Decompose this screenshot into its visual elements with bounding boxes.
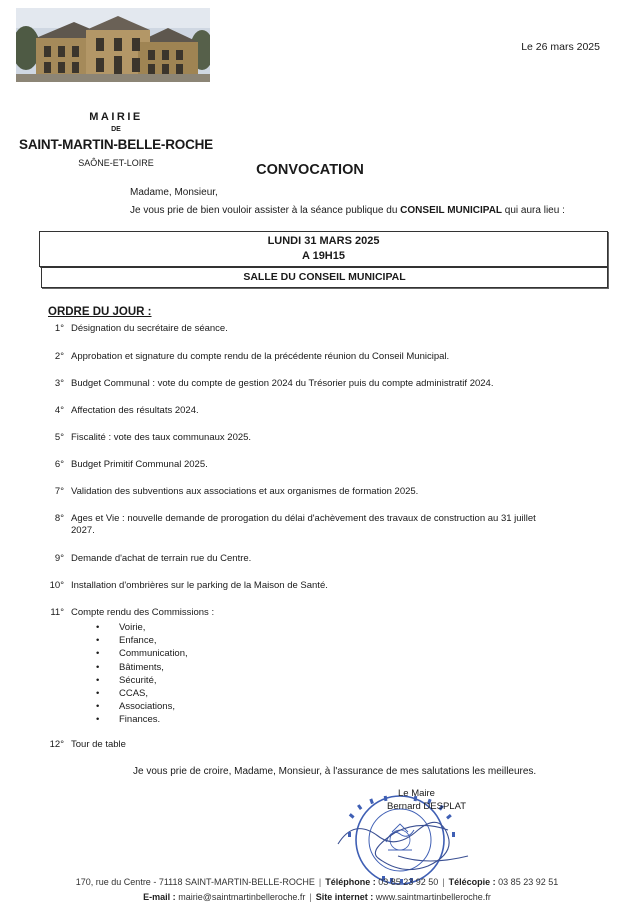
commission-name: Finances. xyxy=(119,714,161,726)
agenda-item-number: 8° xyxy=(54,513,64,524)
agenda-item-number: 12° xyxy=(49,739,64,750)
agenda-item xyxy=(30,432,590,444)
bullet-icon: • xyxy=(96,714,100,726)
meeting-datetime-box xyxy=(39,231,608,267)
agenda-item-line: 2027. xyxy=(71,525,95,536)
agenda-item-line: Installation d'ombrières sur le parking de la Maison de Santé. xyxy=(71,580,328,591)
footer-fax-label: Télécopie : xyxy=(448,877,496,887)
footer-phone-label: Téléphone : xyxy=(325,877,376,887)
signer-title: Le Maire xyxy=(398,788,435,799)
meeting-date: LUNDI 31 MARS 2025 xyxy=(267,235,380,247)
commission-name: Bâtiments, xyxy=(119,661,164,673)
footer-web-line: E-mail : mairie@saintmartinbelleroche.fr | Site internet : www.saintmartinbelleroche.fr xyxy=(143,892,491,902)
council-name: CONSEIL MUNICIPAL xyxy=(400,205,503,216)
footer-contact-line: 170, rue du Centre - 71118 SAINT-MARTIN-BELLE-ROCHE | Téléphone : 03 85 23 92 50 | Télécopie : 03 85 23 92 51 xyxy=(75,877,559,887)
invitation-prefix: Je vous prie de bien vouloir assister à la séance publique du xyxy=(130,205,401,216)
agenda-item-text xyxy=(71,513,541,537)
agenda-item xyxy=(30,553,590,565)
commission-name: Enfance, xyxy=(119,635,157,647)
mairie-building-photo xyxy=(16,8,210,82)
agenda-item xyxy=(30,351,590,363)
agenda-item-line: Tour de table xyxy=(71,739,126,750)
mairie-label: MAIRIE xyxy=(89,111,143,123)
agenda-item-line: Budget Communal : vote du compte de gestion 2024 du Trésorier puis du compte administratif 2024. xyxy=(71,378,494,389)
bullet-icon: • xyxy=(96,661,100,673)
bullet-icon: • xyxy=(96,635,100,647)
agenda-item-number: 4° xyxy=(54,405,64,416)
agenda-item-text xyxy=(71,432,541,444)
de-label: DE xyxy=(111,126,121,133)
agenda-item-text xyxy=(71,607,541,619)
letter-date: Le 26 mars 2025 xyxy=(521,41,600,53)
agenda-item-number: 10° xyxy=(49,580,64,591)
closing-sentence: Je vous prie de croire, Madame, Monsieur, à l'assurance de mes salutations les meilleures. xyxy=(133,766,537,777)
agenda-item-number: 5° xyxy=(54,432,64,443)
footer-web: www.saintmartinbelleroche.fr xyxy=(375,892,491,902)
agenda-item xyxy=(30,323,590,335)
agenda-item xyxy=(30,459,590,471)
footer-web-label: Site internet : xyxy=(315,892,374,902)
agenda-item-text xyxy=(71,351,541,363)
agenda-item xyxy=(30,405,590,417)
agenda-item-number: 3° xyxy=(54,378,64,389)
agenda-item xyxy=(30,607,590,619)
signer-name: Bernard DESPLAT xyxy=(387,801,467,812)
agenda-item-number: 2° xyxy=(54,351,64,362)
meeting-place: SALLE DU CONSEIL MUNICIPAL xyxy=(243,271,406,283)
agenda-item-text xyxy=(71,405,541,417)
agenda-item-text xyxy=(71,553,541,565)
agenda-item-text xyxy=(71,580,541,592)
agenda-item-line: Validation des subventions aux associations et aux organismes de formation 2025. xyxy=(71,486,419,497)
footer-address: 170, rue du Centre - 71118 SAINT-MARTIN-BELLE-ROCHE xyxy=(75,877,315,887)
agenda-item-number: 1° xyxy=(54,323,64,334)
meeting-time: A 19H15 xyxy=(301,250,345,262)
bullet-icon: • xyxy=(96,674,100,686)
footer-email: mairie@saintmartinbelleroche.fr xyxy=(178,892,306,902)
invitation-sentence xyxy=(130,205,565,216)
agenda-item xyxy=(30,739,590,751)
agenda-item xyxy=(30,486,590,498)
agenda-item-number: 7° xyxy=(54,486,64,497)
agenda-item-number: 11° xyxy=(50,607,64,618)
agenda-item-number: 6° xyxy=(54,459,64,470)
agenda-item-line: Affectation des résultats 2024. xyxy=(71,405,199,416)
agenda-item-text xyxy=(71,378,541,390)
agenda-item-text xyxy=(71,739,541,751)
bullet-icon: • xyxy=(96,622,100,633)
bullet-icon: • xyxy=(96,648,100,660)
agenda-item-line: Fiscalité : vote des taux communaux 2025. xyxy=(71,432,252,443)
agenda-item-line: Demande d'achat de terrain rue du Centre. xyxy=(71,553,252,564)
agenda-item-line: Approbation et signature du compte rendu de la précédente réunion du Conseil Municipal. xyxy=(71,351,450,362)
agenda-heading: ORDRE DU JOUR : xyxy=(48,306,152,318)
meeting-place-box xyxy=(41,267,608,288)
agenda-item-line: Budget Primitif Communal 2025. xyxy=(71,459,208,470)
greeting: Madame, Monsieur, xyxy=(130,187,218,198)
town-name: SAINT-MARTIN-BELLE-ROCHE xyxy=(19,137,213,152)
commission-name: Voirie, xyxy=(119,622,146,633)
commission-name: CCAS, xyxy=(119,688,149,699)
agenda-item-text xyxy=(71,486,541,498)
agenda-item-text xyxy=(71,323,541,335)
department-name: SAÔNE-ET-LOIRE xyxy=(78,158,154,168)
commission-name: Associations, xyxy=(119,701,175,713)
footer-fax: 03 85 23 92 51 xyxy=(498,877,559,887)
agenda-item-number: 9° xyxy=(54,553,64,564)
bullet-icon: • xyxy=(96,688,100,699)
footer-email-label: E-mail : xyxy=(143,892,176,902)
agenda-item-text xyxy=(71,459,541,471)
agenda-item-line: Compte rendu des Commissions : xyxy=(71,607,215,618)
document-title: CONVOCATION xyxy=(256,162,364,178)
agenda-item xyxy=(30,580,590,592)
invitation-suffix: qui aura lieu : xyxy=(502,205,565,216)
agenda-item-line: Ages et Vie : nouvelle demande de prorogation du délai d'achèvement des travaux de construction au 31 juillet xyxy=(71,513,536,524)
agenda-item xyxy=(30,513,590,537)
bullet-icon: • xyxy=(96,701,100,713)
commission-name: Sécurité, xyxy=(119,674,157,686)
footer-phone: 03 85 23 92 50 xyxy=(378,877,439,887)
agenda-item-line: Désignation du secrétaire de séance. xyxy=(71,323,228,334)
agenda-item xyxy=(30,378,590,390)
commission-name: Communication, xyxy=(119,648,188,660)
